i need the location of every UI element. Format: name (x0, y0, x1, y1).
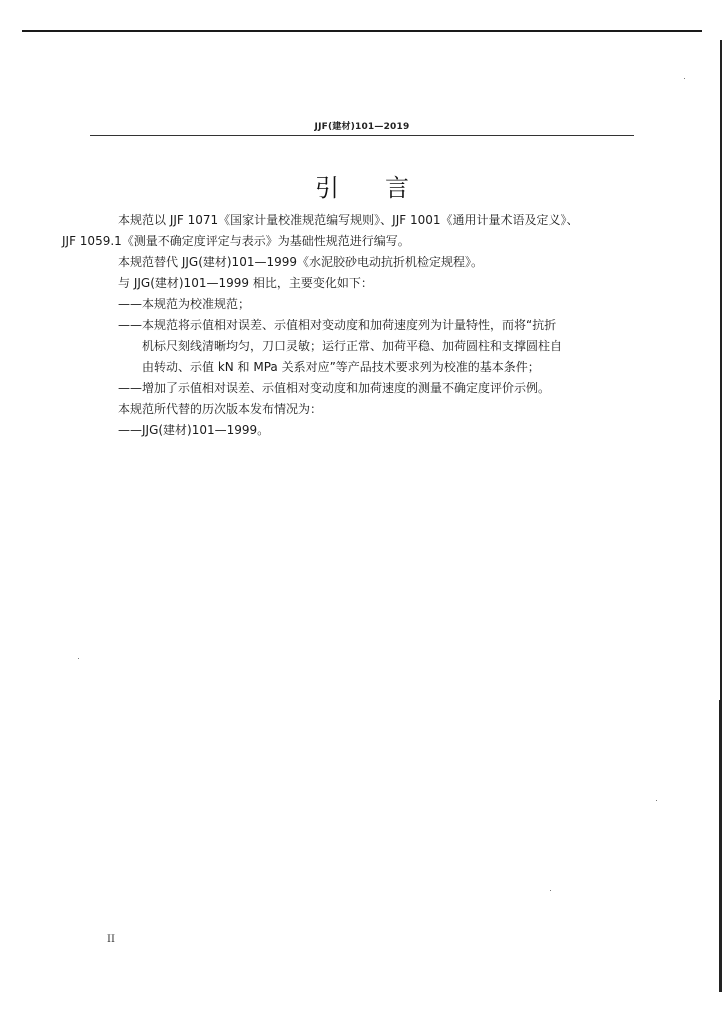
change-item-continued (90, 336, 650, 357)
body-text (62, 210, 650, 441)
paragraph-line: ——增加了示值相对误差、示值相对变动度和加荷速度的测量不确定度评价示例。 (118, 381, 551, 395)
change-item (90, 294, 650, 315)
header-rule (90, 135, 634, 136)
scan-speck (78, 658, 79, 659)
paragraph-line: 机标尺刻线清晰均匀，刀口灵敏；运行正常、加荷平稳、加荷圆柱和支撑圆柱自 (142, 339, 563, 353)
change-item-continued (90, 357, 650, 378)
paragraph-changes-intro (90, 273, 650, 294)
paragraph-line: ——本规范为校准规范； (118, 297, 251, 311)
paragraph-replaces (90, 252, 650, 273)
top-border-rule (22, 30, 702, 32)
right-edge-mark-lower (719, 700, 722, 992)
paragraph-basis (90, 210, 650, 231)
standard-code-header: JJF(建材)101—2019 (314, 122, 410, 132)
paragraph-line: 由转动、示值 kN 和 MPa 关系对应”等产品技术要求列为校准的基本条件； (142, 360, 540, 374)
page-number: II (107, 934, 115, 945)
scan-speck (656, 800, 657, 801)
page-title: 引言 (315, 174, 455, 202)
paragraph-history-intro (90, 399, 650, 420)
right-edge-mark (720, 40, 722, 700)
paragraph-line: 本规范以 JJF 1071《国家计量校准规范编写规则》、JJF 1001《通用计量术语及定义》、 (118, 213, 579, 227)
paragraph-line: 本规范替代 JJG(建材)101—1999《水泥胶砂电动抗折机检定规程》。 (118, 255, 484, 269)
paragraph-line: JJF 1059.1《测量不确定度评定与表示》为基础性规范进行编写。 (62, 234, 410, 248)
paragraph-line: 本规范所代替的历次版本发布情况为： (118, 402, 323, 416)
history-item (90, 420, 650, 441)
paragraph-line: 与 JJG(建材)101—1999 相比，主要变化如下： (118, 276, 373, 290)
change-item (90, 315, 650, 336)
scan-speck (684, 78, 685, 79)
paragraph-line: ——JJG(建材)101—1999。 (118, 423, 270, 437)
paragraph-basis-continued (62, 231, 650, 252)
paragraph-line: ——本规范将示值相对误差、示值相对变动度和加荷速度列为计量特性，而将“抗折 (118, 318, 557, 332)
scan-speck (550, 890, 551, 891)
change-item (90, 378, 650, 399)
